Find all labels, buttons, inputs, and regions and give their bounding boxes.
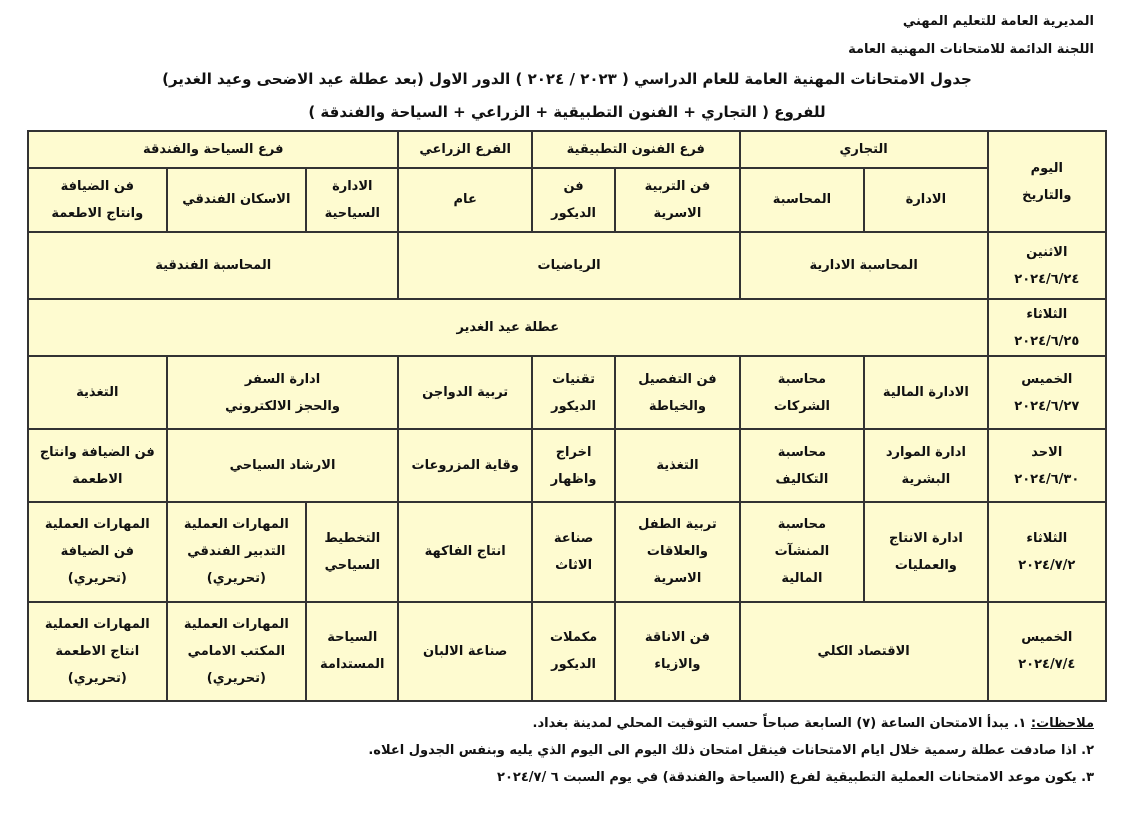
exam-cell: انتاج الفاكهة <box>398 502 531 601</box>
exam-cell: المهارات العملية التدبير الفندقي (تحريري) <box>167 502 307 601</box>
spec-decor: فن الديكور <box>532 168 615 233</box>
specialty-header-row <box>28 168 1106 233</box>
exam-cell: التغذية <box>615 429 739 502</box>
exam-cell: فن التفصيل والخياطة <box>615 356 739 429</box>
exam-cell: فن الضيافة وانتاج الاطعمة <box>28 429 167 502</box>
exam-cell: الارشاد السياحي <box>167 429 399 502</box>
spec-family-education: فن التربية الاسرية <box>615 168 739 233</box>
exam-cell: وقاية المزروعات <box>398 429 531 502</box>
exam-cell: المهارات العملية انتاج الاطعمة (تحريري) <box>28 602 167 701</box>
day-cell: الثلاثاء ٢٠٢٤/٧/٢ <box>988 502 1106 601</box>
holiday-banner: عطلة عيد الغدير <box>28 299 988 356</box>
spec-accounting: المحاسبة <box>740 168 864 233</box>
spec-hotel-housing: الاسكان الفندقي <box>167 168 307 233</box>
exam-cell: اخراج واظهار <box>532 429 615 502</box>
exam-cell: ادارة السفر والحجز الالكتروني <box>167 356 399 429</box>
note-1 <box>34 710 1094 737</box>
exam-cell: محاسبة الشركات <box>740 356 864 429</box>
exam-cell: الرياضيات <box>398 232 739 299</box>
exam-cell: المحاسبة الفندقية <box>28 232 398 299</box>
spec-general: عام <box>398 168 531 233</box>
exam-cell: المهارات العملية المكتب الامامي (تحريري) <box>167 602 307 701</box>
exam-cell: فن الاناقة والازياء <box>615 602 739 701</box>
notes-label: ملاحظات: <box>1030 716 1094 731</box>
table-row <box>28 232 1106 299</box>
exam-cell: تربية الدواجن <box>398 356 531 429</box>
exam-cell: محاسبة المنشآت المالية <box>740 502 864 601</box>
note-2: ٢. اذا صادفت عطلة رسمية خلال ايام الامتحانات فينقل امتحان ذلك اليوم الى اليوم الذي يليه وبنفس الجدول اعلاه. <box>368 743 1094 758</box>
branch-agriculture: الفرع الزراعي <box>398 131 531 168</box>
spec-tourism-admin: الادارة السياحية <box>306 168 398 233</box>
table-row <box>28 502 1106 601</box>
branch-commercial: التجاري <box>740 131 988 168</box>
table-row <box>28 299 1106 356</box>
exam-cell: الادارة المالية <box>864 356 987 429</box>
exam-schedule-table <box>27 130 1107 702</box>
exam-cell: ادارة الموارد البشرية <box>864 429 987 502</box>
day-cell: الاثنين ٢٠٢٤/٦/٢٤ <box>988 232 1106 299</box>
table-row <box>28 356 1106 429</box>
note-text: ١. يبدأ الامتحان الساعة (٧) السابعة صباحاً حسب التوقيت المحلي لمدينة بغداد. <box>532 716 1027 731</box>
exam-cell: صناعة الاثاث <box>532 502 615 601</box>
day-cell: الخميس ٢٠٢٤/٦/٢٧ <box>988 356 1106 429</box>
day-date-header: اليوم والتاريخ <box>988 131 1106 232</box>
exam-cell: محاسبة التكاليف <box>740 429 864 502</box>
notes-section <box>34 710 1094 791</box>
exam-cell: تقنيات الديكور <box>532 356 615 429</box>
branch-header-row <box>28 131 1106 168</box>
branch-applied-arts: فرع الفنون التطبيقية <box>532 131 740 168</box>
spec-hospitality: فن الضيافة وانتاج الاطعمة <box>28 168 167 233</box>
page-title: جدول الامتحانات المهنية العامة للعام الدراسي ( ٢٠٢٣ / ٢٠٢٤ ) الدور الاول (بعد عطلة عيد الاضحى وعيد الغدير) <box>162 70 972 88</box>
exam-cell: ادارة الانتاج والعمليات <box>864 502 987 601</box>
org-name-1: المديرية العامة للتعليم المهني <box>902 14 1094 29</box>
day-cell: الاحد ٢٠٢٤/٦/٣٠ <box>988 429 1106 502</box>
exam-cell: تربية الطفل والعلاقات الاسرية <box>615 502 739 601</box>
spec-management: الادارة <box>864 168 987 233</box>
exam-cell: التغذية <box>28 356 167 429</box>
note-3: ٣. يكون موعد الامتحانات العملية التطبيقية لفرع (السياحة والفندقة) في يوم السبت ٦ /٢٠٢٤/٧ <box>497 770 1094 785</box>
exam-cell: التخطيط السياحي <box>306 502 398 601</box>
table-row <box>28 429 1106 502</box>
org-name-2: اللجنة الدائمة للامتحانات المهنية العامة <box>848 42 1094 57</box>
branch-tourism: فرع السياحة والفندقة <box>28 131 398 168</box>
day-cell: الخميس ٢٠٢٤/٧/٤ <box>988 602 1106 701</box>
day-cell: الثلاثاء ٢٠٢٤/٦/٢٥ <box>988 299 1106 356</box>
exam-cell: صناعة الالبان <box>398 602 531 701</box>
page-subtitle: للفروع ( التجاري + الفنون التطبيقية + الزراعي + السياحة والفندقة ) <box>308 103 826 121</box>
exam-cell: السياحة المستدامة <box>306 602 398 701</box>
exam-cell: الاقتصاد الكلي <box>740 602 988 701</box>
exam-cell: المحاسبة الادارية <box>740 232 988 299</box>
table-row <box>28 602 1106 701</box>
exam-cell: مكملات الديكور <box>532 602 615 701</box>
exam-cell: المهارات العملية فن الضيافة (تحريري) <box>28 502 167 601</box>
